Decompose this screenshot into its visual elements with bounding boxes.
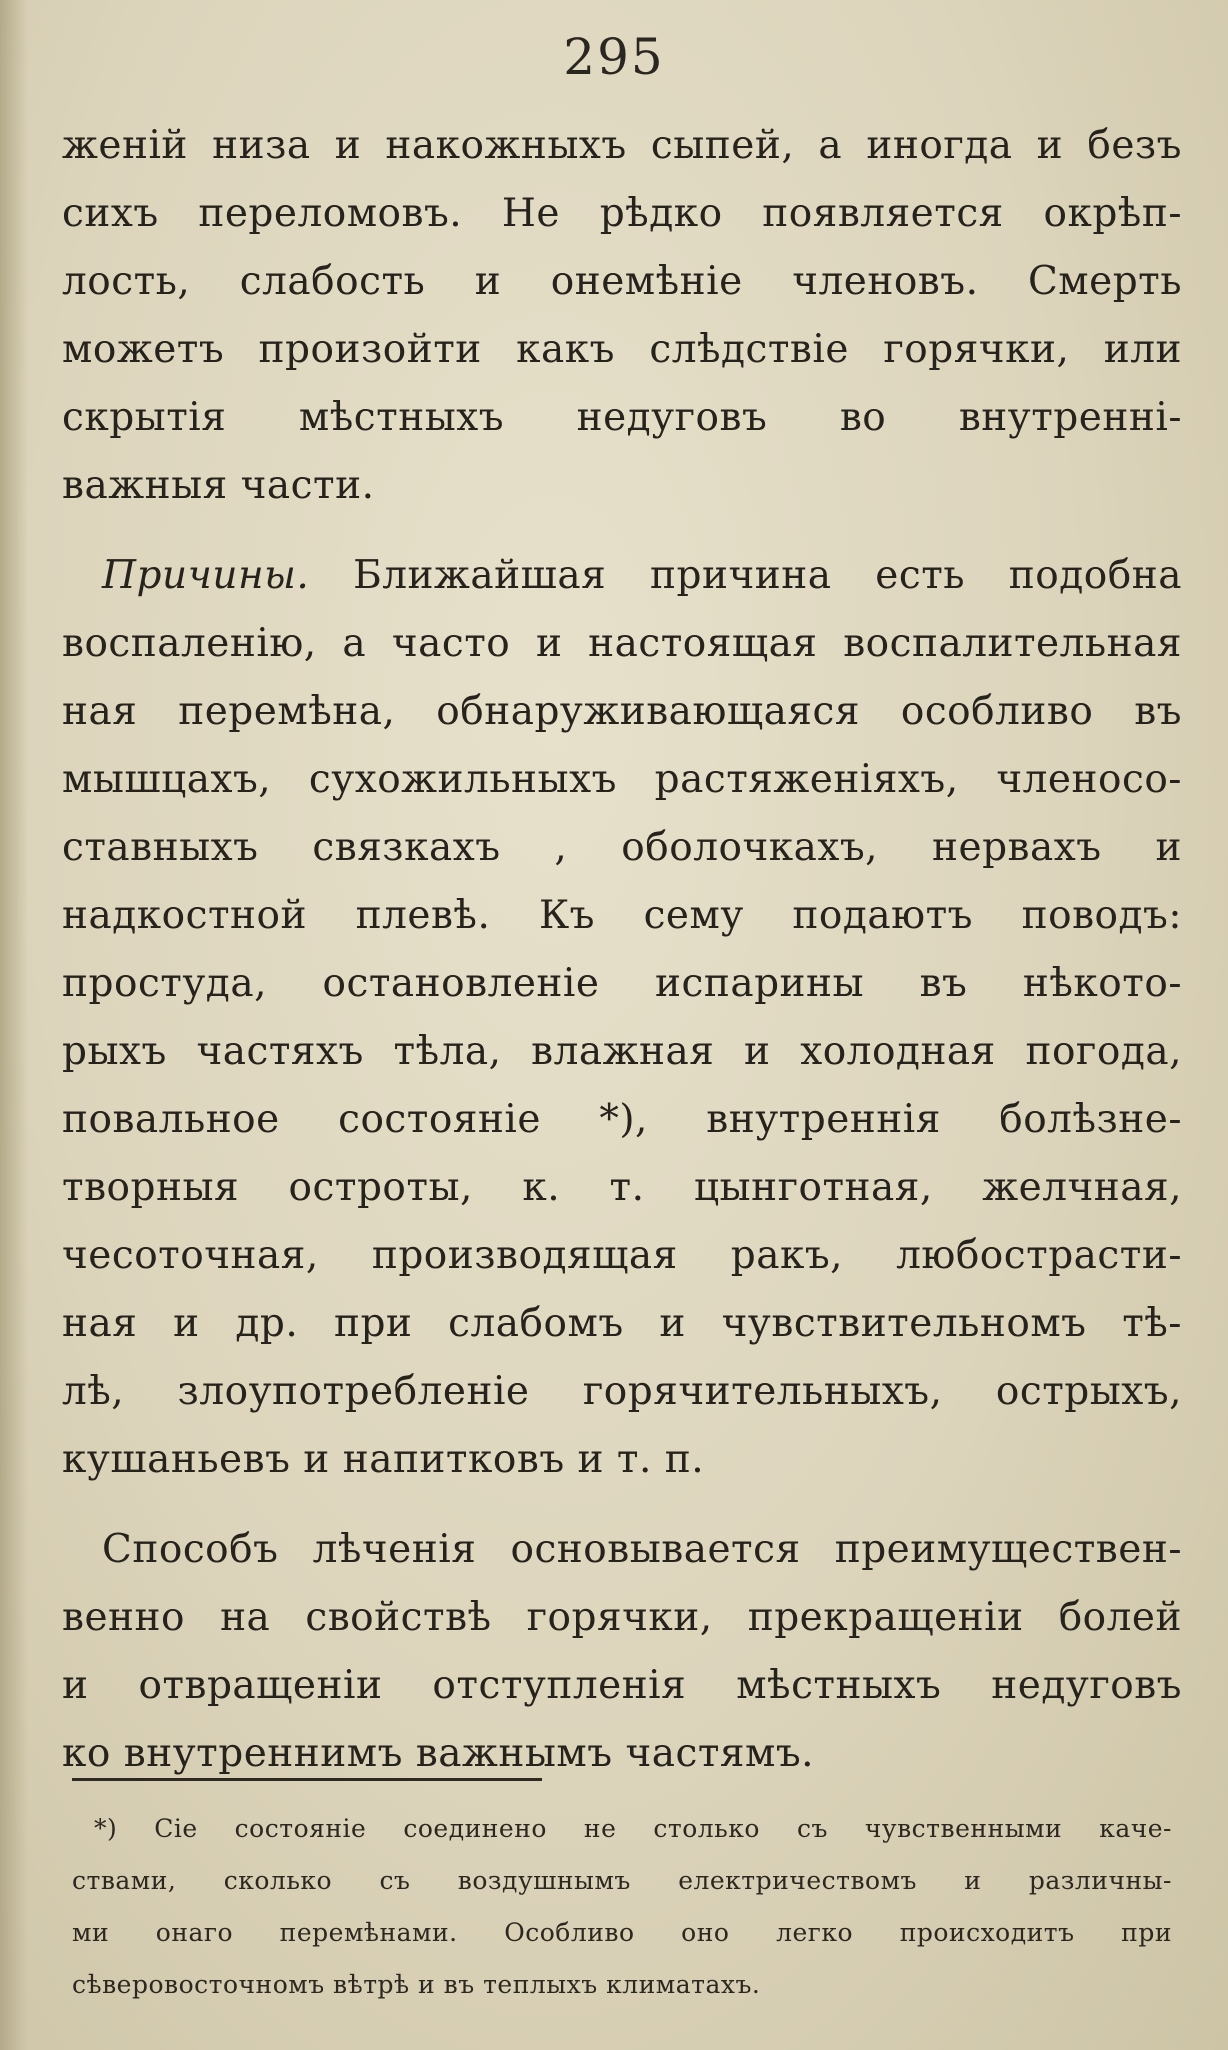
text-line: важныя части. [62, 463, 375, 508]
footnote-line: ствами, сколько съ воздушнымъ електричествомъ и различны- [72, 1866, 1172, 1895]
footnote-line: сѣверовосточномъ вѣтрѣ и въ теплыхъ климатахъ. [72, 1970, 761, 1999]
text-line: лость, слабость и онемѣніе членовъ. Смерть [62, 259, 1182, 304]
page-number: 295 [563, 28, 665, 86]
footnote [72, 1803, 1172, 2011]
footnote-divider [72, 1778, 542, 1781]
body-text [62, 112, 1182, 1788]
text-line: мышцахъ, сухожильныхъ растяженіяхъ, членосо- [62, 757, 1182, 802]
footnote-line: *) Сіе состояніе соединено не столько съ чувственными каче- [94, 1814, 1172, 1843]
text-line: ко внутреннимъ важнымъ частямъ. [62, 1731, 815, 1776]
text-line: сихъ переломовъ. Не рѣдко появляется окрѣп- [62, 191, 1182, 236]
text-line: творныя остроты, к. т. цынготная, желчная, [62, 1165, 1182, 1210]
text-line: венно на свойствѣ горячки, прекращеніи болей [62, 1595, 1182, 1640]
text-line: можетъ произойти какъ слѣдствіе горячки, или [62, 327, 1182, 372]
paragraph-first-line [62, 542, 1182, 610]
footnote-line: ми онаго перемѣнами. Особливо оно легко происходитъ при [72, 1918, 1172, 1947]
text-line: Способъ лѣченія основывается преимуществен- [102, 1527, 1182, 1572]
text-line: ставныхъ связкахъ , оболочкахъ, нервахъ и [62, 825, 1182, 870]
text-line: рыхъ частяхъ тѣла, влажная и холодная погода, [62, 1029, 1182, 1074]
text-line: и отвращеніи отступленія мѣстныхъ недуговъ [62, 1663, 1182, 1708]
text-line: скрытія мѣстныхъ недуговъ во внутренні- [62, 395, 1182, 440]
text-line: воспаленію, а часто и настоящая воспалительная [62, 621, 1182, 666]
text-line: простуда, остановленіе испарины въ нѣкото- [62, 961, 1182, 1006]
text-line: ная перемѣна, обнаруживающаяся особливо въ [62, 689, 1182, 734]
text-fragment: Ближайшая причина есть подобна [353, 553, 1182, 598]
section-lead: Причины. [102, 553, 310, 598]
text-line: лѣ, злоупотребленіе горячительныхъ, острыхъ, [62, 1369, 1182, 1414]
text-line: кушаньевъ и напитковъ и т. п. [62, 1437, 705, 1482]
text-line: чесоточная, производящая ракъ, любострасти- [62, 1233, 1182, 1278]
text-line: женій низа и накожныхъ сыпей, а иногда и безъ [62, 123, 1182, 168]
text-line: повальное состояніе *), внутреннія болѣзне- [62, 1097, 1182, 1142]
text-line: ная и др. при слабомъ и чувствительномъ тѣ- [62, 1301, 1182, 1346]
text-line: надкостной плевѣ. Къ сему подаютъ поводъ: [62, 893, 1182, 938]
